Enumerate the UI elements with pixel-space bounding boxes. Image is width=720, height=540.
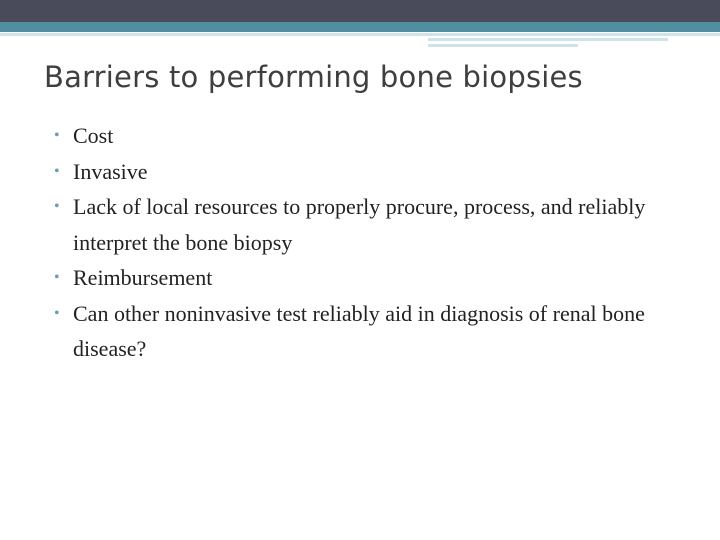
- bullet-icon: •: [54, 304, 60, 322]
- bullet-icon: •: [54, 127, 60, 144]
- bullet-item: [52, 118, 692, 154]
- bullet-text: Cost: [73, 123, 114, 148]
- decorative-line: [0, 33, 720, 36]
- bullet-icon: •: [54, 162, 60, 180]
- bullet-item: [52, 154, 692, 190]
- bullet-text: Can other noninvasive test reliably aid in diagnosis of renal bone disease?: [73, 300, 645, 361]
- accent-band: [0, 22, 720, 32]
- bullet-icon: •: [54, 269, 60, 286]
- bullet-list: [52, 118, 692, 367]
- decorative-line: [428, 38, 668, 41]
- bullet-text: Invasive: [73, 158, 148, 184]
- bullet-item: [52, 260, 692, 296]
- bullet-text: Lack of local resources to properly procure, process, and reliably interpret the bone biopsy: [73, 194, 646, 255]
- slide-title: Barriers to performing bone biopsies: [44, 60, 583, 94]
- bullet-item: [52, 189, 692, 260]
- decorative-line: [428, 44, 578, 47]
- bullet-item: [52, 296, 692, 367]
- bullet-text: Reimbursement: [73, 265, 213, 290]
- header-band: [0, 0, 720, 22]
- bullet-icon: •: [54, 198, 60, 215]
